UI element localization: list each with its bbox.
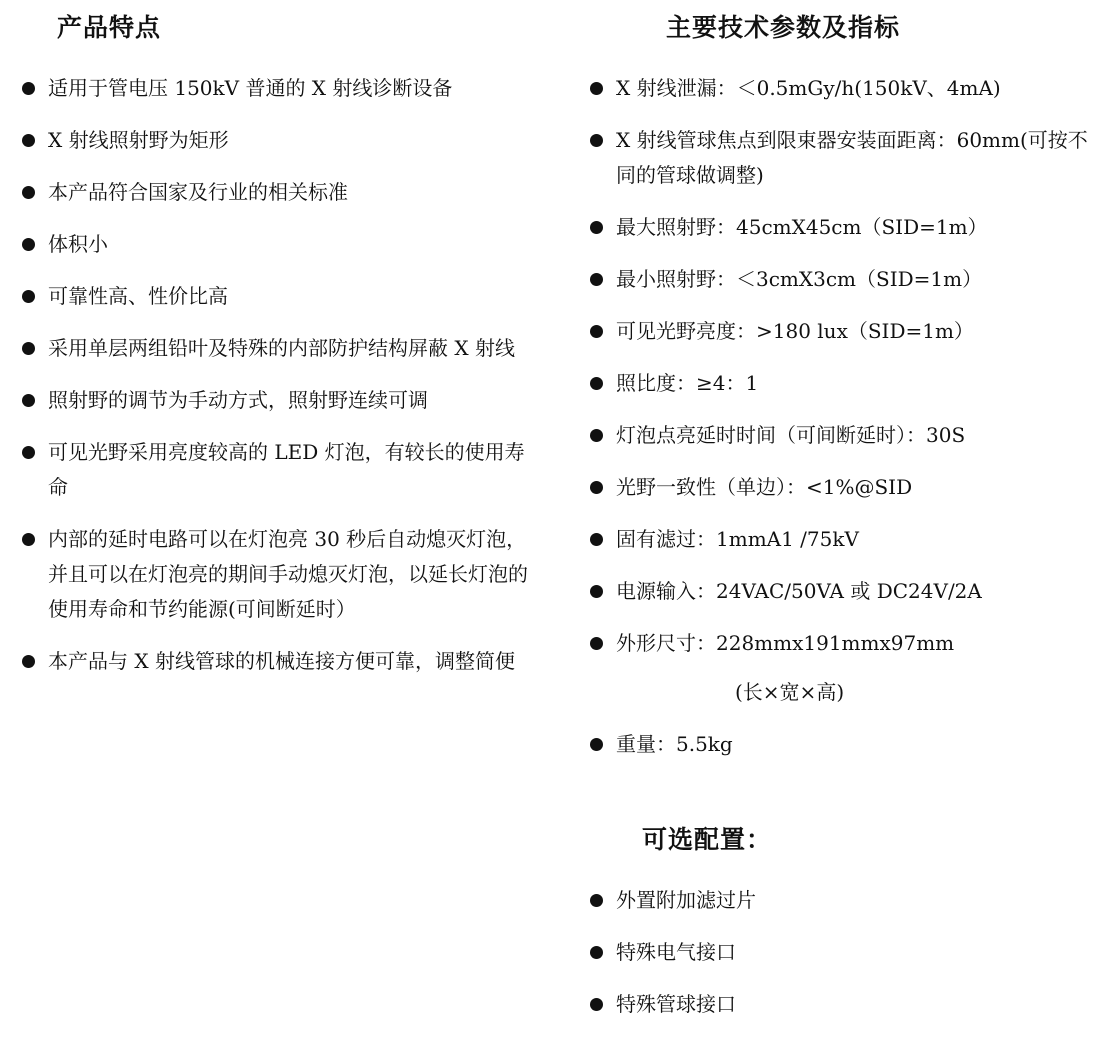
bullet-icon <box>588 574 616 609</box>
bullet-icon <box>588 522 616 557</box>
feature-item-text: 可见光野采用亮度较高的 LED 灯泡，有较长的使用寿命 <box>48 440 525 499</box>
feature-item <box>20 175 540 210</box>
spec-item <box>588 626 1104 661</box>
feature-item <box>20 383 540 418</box>
bullet-icon <box>588 626 616 661</box>
feature-item <box>20 123 540 158</box>
spec-item-text: X 射线泄漏：＜0.5mGy/h(150kV、4mA) <box>616 76 1001 100</box>
spec-item-text: 电源输入：24VAC/50VA 或 DC24V/2A <box>616 579 982 603</box>
bullet-icon <box>20 435 48 470</box>
dimension-note: (长×宽×高) <box>735 680 845 704</box>
feature-item-text: 适用于管电压 150kV 普通的 X 射线诊断设备 <box>48 76 453 100</box>
bullet-icon <box>588 314 616 349</box>
feature-item-text: 采用单层两组铅叶及特殊的内部防护结构屏蔽 X 射线 <box>48 336 515 360</box>
feature-item <box>20 331 540 366</box>
spec-item-text: 光野一致性（单边）：<1%@SID <box>616 475 913 499</box>
bullet-icon <box>20 331 48 366</box>
weight-text: 重量：5.5kg <box>616 732 733 756</box>
bullet-icon <box>20 175 48 210</box>
spec-item-text: 最大照射野：45cmX45cm（SID=1m） <box>616 215 988 239</box>
bullet-icon <box>588 727 616 762</box>
bullet-icon <box>20 383 48 418</box>
bullet-icon <box>20 71 48 106</box>
spec-item <box>588 366 1104 401</box>
bullet-icon <box>588 262 616 297</box>
spec-item <box>588 123 1104 193</box>
feature-item-text: 照射野的调节为手动方式，照射野连续可调 <box>48 388 428 412</box>
spec-item-text: X 射线管球焦点到限束器安装面距离：60mm(可按不同的管球做调整) <box>616 128 1088 187</box>
spec-item <box>588 574 1104 609</box>
bullet-icon <box>588 71 616 106</box>
features-title: 产品特点 <box>57 13 162 42</box>
feature-item <box>20 522 540 627</box>
bullet-icon <box>588 210 616 245</box>
spec-item-text: 照比度：≥4：1 <box>616 371 759 395</box>
bullet-icon <box>588 418 616 453</box>
spec-item <box>588 522 1104 557</box>
weight-list <box>588 727 733 779</box>
bullet-icon <box>20 522 48 557</box>
bullet-icon <box>588 883 616 918</box>
spec-item <box>588 210 1104 245</box>
option-item-text: 特殊管球接口 <box>616 992 736 1016</box>
bullet-icon <box>20 279 48 314</box>
option-item <box>588 935 756 970</box>
spec-item-text: 外形尺寸：228mmx191mmx97mm <box>616 631 955 655</box>
bullet-icon <box>20 644 48 679</box>
feature-item <box>20 435 540 505</box>
feature-item-text: 本产品符合国家及行业的相关标准 <box>48 180 348 204</box>
option-item <box>588 883 756 918</box>
spec-item-text: 灯泡点亮延时时间（可间断延时）：30S <box>616 423 966 447</box>
bullet-icon <box>588 366 616 401</box>
option-item-text: 外置附加滤过片 <box>616 888 756 912</box>
spec-item <box>588 470 1104 505</box>
feature-item-text: 可靠性高、性价比高 <box>48 284 228 308</box>
option-item <box>588 987 756 1022</box>
bullet-icon <box>20 227 48 262</box>
bullet-icon <box>588 987 616 1022</box>
options-title: 可选配置： <box>642 825 773 854</box>
bullet-icon <box>20 123 48 158</box>
spec-item-text: 固有滤过：1mmA1 /75kV <box>616 527 859 551</box>
spec-item <box>588 71 1104 106</box>
spec-item-text: 可见光野亮度：>180 lux（SID=1m） <box>616 319 974 343</box>
feature-item <box>20 71 540 106</box>
feature-item-text: 体积小 <box>48 232 108 256</box>
specs-list <box>588 71 1104 678</box>
spec-item-text: 最小照射野：＜3cmX3cm（SID=1m） <box>616 267 983 291</box>
bullet-icon <box>588 123 616 158</box>
spec-item-weight <box>588 727 733 762</box>
feature-item <box>20 644 540 679</box>
feature-item <box>20 279 540 314</box>
feature-item-text: X 射线照射野为矩形 <box>48 128 229 152</box>
feature-item <box>20 227 540 262</box>
feature-item-text: 内部的延时电路可以在灯泡亮 30 秒后自动熄灭灯泡，并且可以在灯泡亮的期间手动熄灭灯泡，以延长灯泡的使用寿命和节约能源(可间断延时） <box>48 527 528 621</box>
options-list <box>588 883 756 1039</box>
specs-title: 主要技术参数及指标 <box>666 13 901 42</box>
bullet-icon <box>588 935 616 970</box>
feature-item-text: 本产品与 X 射线管球的机械连接方便可靠，调整简便 <box>48 649 515 673</box>
spec-item <box>588 314 1104 349</box>
features-list <box>20 71 540 696</box>
spec-item <box>588 262 1104 297</box>
option-item-text: 特殊电气接口 <box>616 940 736 964</box>
bullet-icon <box>588 470 616 505</box>
spec-item <box>588 418 1104 453</box>
